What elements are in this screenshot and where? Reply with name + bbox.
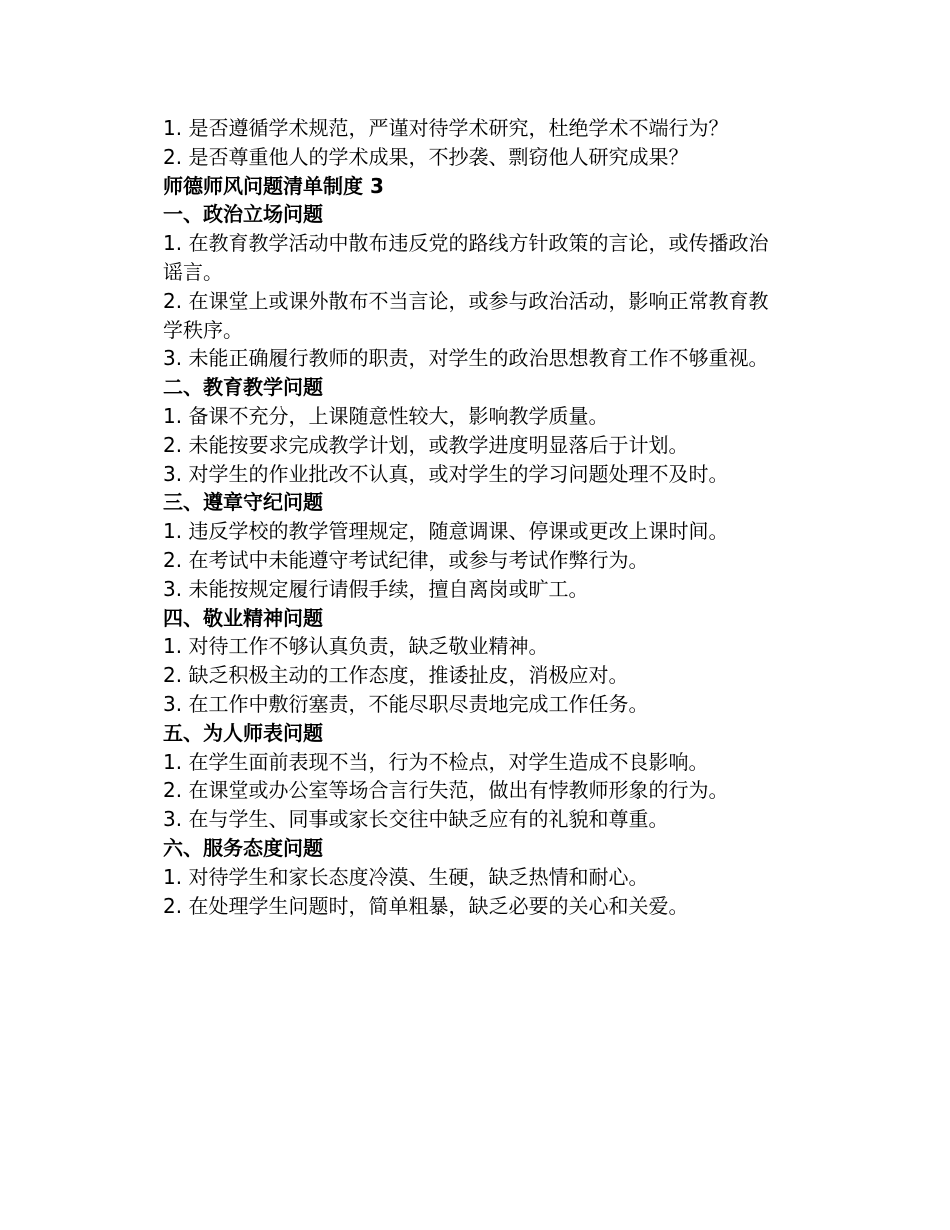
paragraph: 1. 在学生面前表现不当，行为不检点，对学生造成不良影响。 [163, 749, 709, 774]
paragraph: 2. 在课堂上或课外散布不当言论，或参与政治活动，影响正常教育教学秩序。 [163, 288, 769, 342]
paragraph: 2. 缺乏积极主动的工作态度，推诿扯皮，消极应对。 [163, 663, 629, 688]
paragraph: 1. 对待学生和家长态度冷漠、生硬，缺乏热情和耐心。 [163, 864, 649, 889]
paragraph: 3. 在工作中敷衍塞责，不能尽职尽责地完成工作任务。 [163, 691, 649, 716]
section-heading: 四、敬业精神问题 [163, 605, 323, 630]
paragraph: 1. 对待工作不够认真负责，缺乏敬业精神。 [163, 634, 549, 659]
paragraph: 2. 是否尊重他人的学术成果，不抄袭、剽窃他人研究成果？ [163, 144, 689, 169]
section-heading: 一、政治立场问题 [163, 202, 323, 227]
section-heading: 二、教育教学问题 [163, 375, 323, 400]
paragraph: 3. 未能按规定履行请假手续，擅自离岗或旷工。 [163, 576, 589, 601]
paragraph: 1. 备课不充分，上课随意性较大，影响教学质量。 [163, 403, 609, 428]
paragraph: 1. 是否遵循学术规范，严谨对待学术研究，杜绝学术不端行为？ [163, 116, 729, 140]
paragraph: 3. 未能正确履行教师的职责，对学生的政治思想教育工作不够重视。 [163, 346, 769, 371]
paragraph: 1. 违反学校的教学管理规定，随意调课、停课或更改上课时间。 [163, 519, 729, 544]
section-heading: 三、遵章守纪问题 [163, 490, 323, 515]
paragraph: 3. 在与学生、同事或家长交往中缺乏应有的礼貌和尊重。 [163, 807, 669, 832]
paragraph: 3. 对学生的作业批改不认真，或对学生的学习问题处理不及时。 [163, 461, 729, 486]
paragraph: 2. 未能按要求完成教学计划，或教学进度明显落后于计划。 [163, 432, 689, 457]
paragraph: 2. 在课堂或办公室等场合言行失范，做出有悖教师形象的行为。 [163, 778, 729, 803]
document-body [163, 114, 783, 920]
paragraph: 2. 在处理学生问题时，简单粗暴，缺乏必要的关心和关爱。 [163, 893, 689, 918]
section-heading: 六、服务态度问题 [163, 835, 323, 860]
paragraph: 1. 在教育教学活动中散布违反党的路线方针政策的言论，或传播政治谣言。 [163, 231, 769, 284]
document-title: 师德师风问题清单制度 3 [163, 173, 384, 198]
paragraph: 2. 在考试中未能遵守考试纪律，或参与考试作弊行为。 [163, 547, 649, 572]
section-heading: 五、为人师表问题 [163, 720, 323, 745]
